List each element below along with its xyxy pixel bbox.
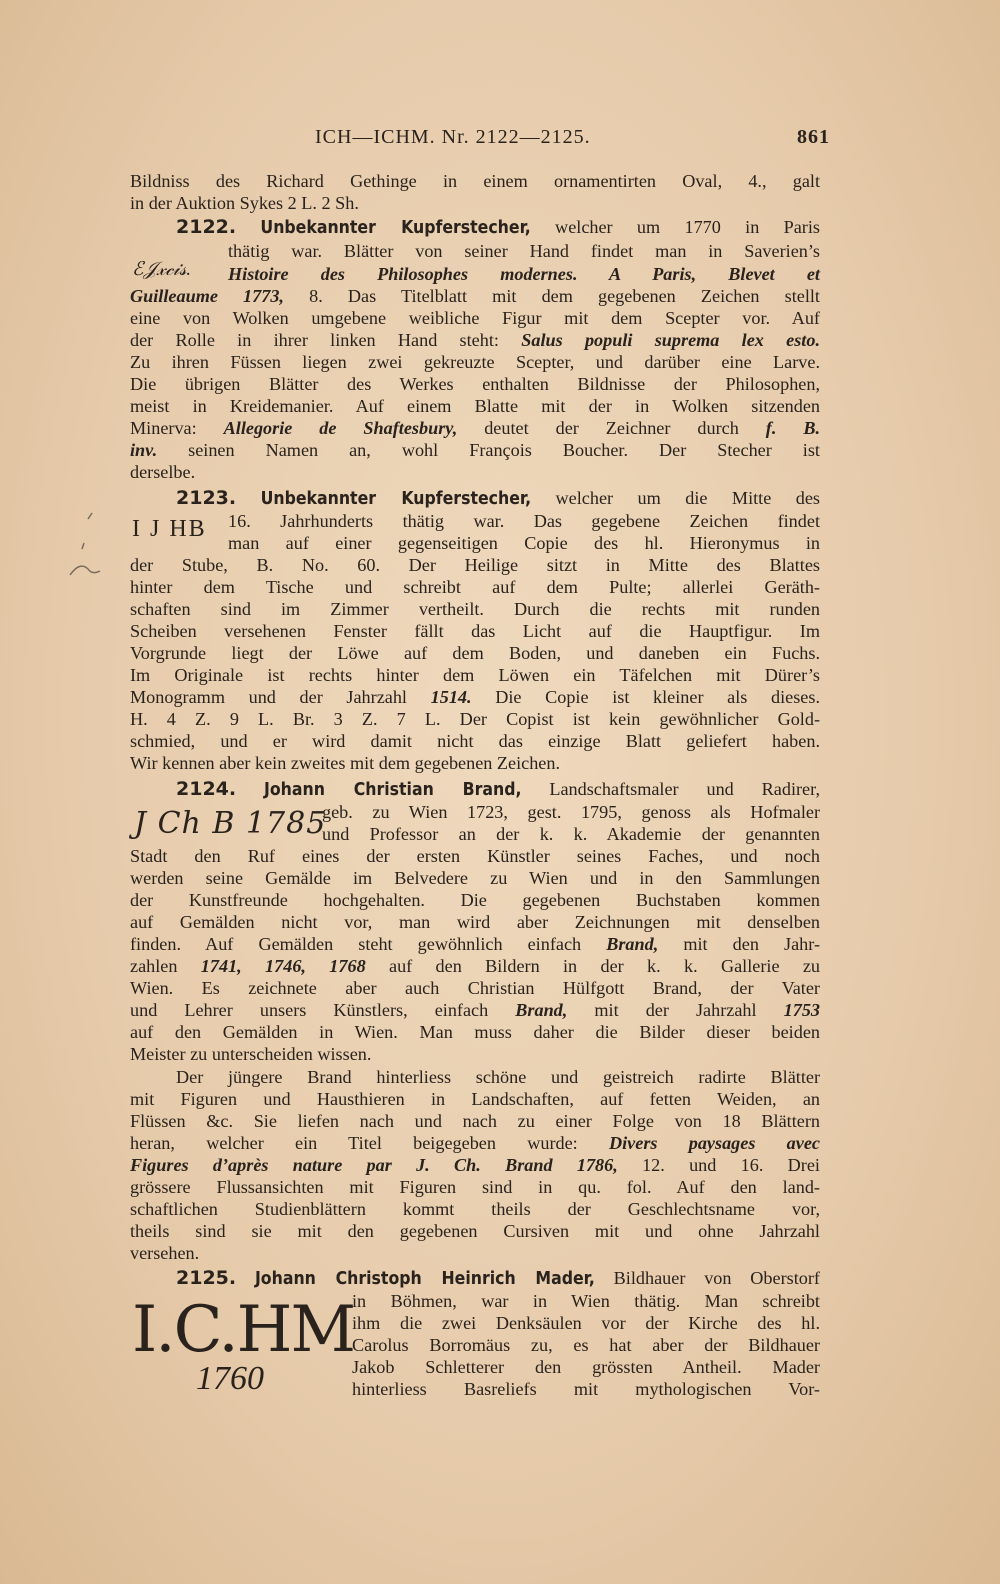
page-number: 861 bbox=[797, 126, 830, 148]
text-span: heran, welcher ein Titel beigegeben wurde: bbox=[130, 1133, 609, 1153]
entry-2123-heading bbox=[176, 487, 820, 509]
text-span: Brand, bbox=[606, 934, 659, 954]
text-line: in Böhmen, war in Wien thätig. Man schreibt bbox=[352, 1291, 820, 1311]
entry-2125-heading bbox=[176, 1267, 820, 1289]
text-line: geb. zu Wien 1723, gest. 1795, genoss als Hofmaler bbox=[322, 802, 820, 822]
text-line: Meister zu unterscheiden wissen. bbox=[130, 1044, 372, 1064]
text-line: Flüssen &c. Sie liefen nach und nach zu einer Folge von 18 Blättern bbox=[130, 1111, 820, 1131]
text-line: grössere Flussansichten mit Figuren sind in qu. fol. Auf den land- bbox=[130, 1177, 820, 1197]
entry-number: 2125. bbox=[176, 1267, 237, 1289]
text-span: Monogramm und der Jahrzahl bbox=[130, 687, 431, 707]
text-span: welcher um die Mitte des bbox=[531, 488, 821, 508]
text-line: Die übrigen Blätter des Werkes enthalten Bildnisse der Philosophen, bbox=[130, 374, 820, 394]
text-line: auf Gemälden nicht vor, man wird aber Zeichnungen mit denselben bbox=[130, 912, 820, 932]
text-line: man auf einer gegenseitigen Copie des hl. Hieronymus in bbox=[228, 533, 820, 553]
text-span: Divers paysages avec bbox=[608, 1133, 820, 1153]
text-line: versehen. bbox=[130, 1243, 200, 1263]
monogram-2123: I J HB bbox=[132, 516, 207, 542]
entry-number: 2122. bbox=[176, 216, 237, 238]
text-span: 1514. bbox=[430, 687, 472, 707]
text-line: Wir kennen aber kein zweites mit dem gegebenen Zeichen. bbox=[130, 753, 561, 773]
text-line bbox=[130, 686, 820, 708]
text-line: Bildniss des Richard Gethinge in einem ornamentirten Oval, 4., galt bbox=[130, 171, 820, 191]
text-line: Scheiben versehenen Fenster fällt das Licht auf die Hauptfigur. Im bbox=[130, 621, 820, 641]
text-line: theils sind sie mit den gegebenen Cursiven mit und ohne Jahrzahl bbox=[130, 1221, 820, 1241]
entry-number: 2124. bbox=[176, 778, 237, 800]
text-line: H. 4 Z. 9 L. Br. 3 Z. 7 L. Der Copist ist kein gewöhnlicher Gold- bbox=[130, 709, 820, 729]
text-line bbox=[130, 933, 820, 955]
entry-title: Unbekannter Kupferstecher, bbox=[260, 218, 531, 238]
text-line: Carolus Borromäus zu, es hat aber der Bildhauer bbox=[352, 1335, 820, 1355]
text-span: f. B. bbox=[765, 418, 821, 438]
text-line bbox=[130, 1154, 820, 1176]
text-line: ihm die zwei Denksäulen vor der Kirche des hl. bbox=[352, 1313, 820, 1333]
text-span: mit den Jahr- bbox=[658, 934, 820, 954]
running-header bbox=[130, 126, 830, 154]
entry-title: Unbekannter Kupferstecher, bbox=[260, 489, 532, 509]
entry-number: 2123. bbox=[176, 487, 237, 509]
text-line bbox=[130, 285, 820, 307]
text-line: derselbe. bbox=[130, 462, 196, 482]
text-span: auf den Bildern in der k. k. Gallerie zu bbox=[365, 956, 821, 976]
text-line: Wien. Es zeichnete aber auch Christian Hülfgott Brand, der Vater bbox=[130, 978, 820, 998]
text-line bbox=[130, 329, 820, 351]
text-line: thätig war. Blätter von seiner Hand findet man in Saverien’s bbox=[228, 241, 820, 261]
text-span: welcher um 1770 in Paris bbox=[530, 217, 820, 237]
text-span: Landschaftsmaler und Radirer, bbox=[521, 779, 821, 799]
running-title: ICH—ICHM. Nr. 2122—2125. bbox=[315, 126, 591, 148]
text-span: Brand, bbox=[515, 1000, 568, 1020]
text-line bbox=[130, 999, 820, 1021]
text-line: meist in Kreidemanier. Auf einem Blatte mit der in Wolken sitzenden bbox=[130, 396, 820, 416]
text-span: Guilleaume 1773, bbox=[130, 286, 284, 306]
text-span: inv. bbox=[130, 440, 158, 460]
text-span: deutet der Zeichner durch bbox=[457, 418, 766, 438]
entry-title: Johann Christian Brand, bbox=[264, 780, 522, 800]
text-span: Minerva: bbox=[130, 418, 224, 438]
monogram-2125: I.C.HM bbox=[132, 1293, 354, 1367]
text-span: 8. Das Titelblatt mit dem gegebenen Zeichen stellt bbox=[283, 286, 820, 306]
margin-pencil-mark bbox=[62, 505, 102, 585]
text-line: Vorgrunde liegt der Löwe auf dem Boden, und daneben ein Fuchs. bbox=[130, 643, 820, 663]
text-line: Im Originale ist rechts hinter dem Löwen ein Täfelchen mit Dürer’s bbox=[130, 665, 820, 685]
text-line bbox=[130, 955, 820, 977]
text-line: Zu ihren Füssen liegen zwei gekreuzte Scepter, und darüber eine Larve. bbox=[130, 352, 820, 372]
text-span: zahlen bbox=[130, 956, 201, 976]
entry-title: Johann Christoph Heinrich Mader, bbox=[254, 1269, 595, 1289]
text-span: finden. Auf Gemälden steht gewöhnlich einfach bbox=[130, 934, 607, 954]
text-span: und Lehrer unsers Künstlers, einfach bbox=[130, 1000, 516, 1020]
text-line: hinterliess Basreliefs mit mythologischen Vor- bbox=[352, 1379, 820, 1399]
text-span: 1741, 1746, 1768 bbox=[200, 956, 366, 976]
text-line: der Kunstfreunde hochgehalten. Die gegebenen Buchstaben kommen bbox=[130, 890, 820, 910]
text-line: werden seine Gemälde im Belvedere zu Wien und in den Sammlungen bbox=[130, 868, 820, 888]
text-span: Figures d’après nature par J. Ch. Brand 1786, bbox=[130, 1155, 618, 1175]
text-line: mit Figuren und Hausthieren in Landschaften, auf fetten Weiden, an bbox=[130, 1089, 820, 1109]
entry-2124-heading bbox=[176, 778, 820, 800]
text-span: 12. und 16. Drei bbox=[617, 1155, 820, 1175]
text-line: auf den Gemälden in Wien. Man muss daher die Bilder dieser beiden bbox=[130, 1022, 820, 1042]
text-line: Histoire des Philosophes modernes. A Paris, Blevet et bbox=[228, 264, 820, 284]
text-span: 1753 bbox=[783, 1000, 820, 1020]
text-line: eine von Wolken umgebene weibliche Figur mit dem Scepter vor. Auf bbox=[130, 308, 820, 328]
entry-2122-heading bbox=[176, 216, 820, 238]
text-line: Stadt den Ruf eines der ersten Künstler seines Faches, und noch bbox=[130, 846, 820, 866]
text-line: schaften sind im Zimmer vertheilt. Durch die rechts mit runden bbox=[130, 599, 820, 619]
text-span: mit der Jahrzahl bbox=[567, 1000, 784, 1020]
text-line: in der Auktion Sykes 2 L. 2 Sh. bbox=[130, 193, 359, 213]
text-line bbox=[130, 439, 820, 461]
text-span: Salus populi suprema lex esto. bbox=[521, 330, 820, 350]
monogram-2125-year: 1760 bbox=[196, 1360, 264, 1397]
text-line bbox=[130, 417, 820, 439]
monogram-2124: J Ch B 1785 bbox=[134, 806, 327, 841]
text-span: seinen Namen an, wohl François Boucher. Der Stecher ist bbox=[157, 440, 820, 460]
text-span: der Rolle in ihrer linken Hand steht: bbox=[130, 330, 522, 350]
text-line: der Stube, B. No. 60. Der Heilige sitzt in Mitte des Blattes bbox=[130, 555, 820, 575]
text-line: hinter dem Tische und schreibt auf dem Pulte; allerlei Geräth- bbox=[130, 577, 820, 597]
text-line: Jakob Schletterer den grössten Antheil. Mader bbox=[352, 1357, 820, 1377]
text-span: Die Copie ist kleiner als dieses. bbox=[471, 687, 820, 707]
text-line: und Professor an der k. k. Akademie der genannten bbox=[322, 824, 820, 844]
text-line: Der jüngere Brand hinterliess schöne und geistreich radirte Blätter bbox=[176, 1067, 820, 1087]
text-span: Allegorie de Shaftesbury, bbox=[223, 418, 458, 438]
text-line: 16. Jahrhunderts thätig war. Das gegebene Zeichen findet bbox=[228, 511, 820, 531]
text-span: Bildhauer von Oberstorf bbox=[594, 1268, 820, 1288]
text-line: schaftlichen Studienblättern kommt theils der Geschlechtsname vor, bbox=[130, 1199, 820, 1219]
monogram-2122: ℰ𝒥𝓍𝒸𝒾𝓈. bbox=[132, 259, 192, 280]
text-line bbox=[130, 1132, 820, 1154]
text-line: schmied, und er wird damit nicht das einzige Blatt geliefert haben. bbox=[130, 731, 820, 751]
